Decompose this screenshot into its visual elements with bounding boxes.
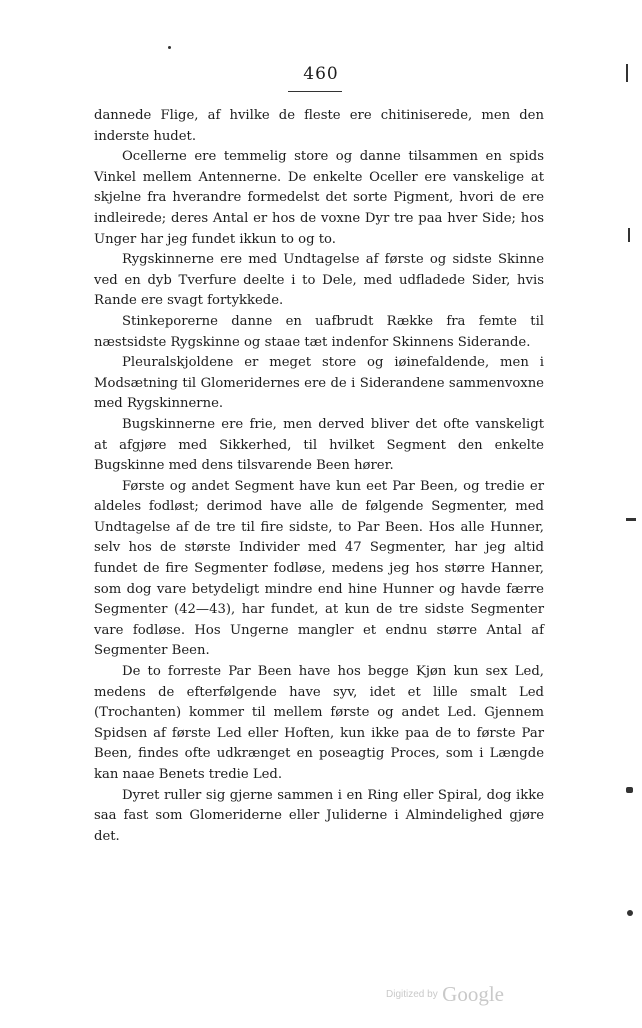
page-number: 460 [303, 64, 339, 84]
digitized-by-google-watermark [386, 982, 504, 1007]
body-text [94, 106, 544, 847]
ink-speck [168, 46, 171, 49]
edge-mark [628, 228, 630, 242]
paragraph: Stinkeporerne danne en uafbrudt Række fra femte til næstsidste Rygskinne og staae tæt indenfor Skinnens Siderande. [94, 313, 544, 350]
paragraph: Bugskinnerne ere frie, men derved bliver det ofte vanskeligt at afgjøre med Sikkerhed, til hvilket Segment den enkelte Bugskinne med dens tilsvarende Been hører. [94, 416, 544, 474]
page-number-rule [288, 91, 342, 92]
paragraph: Dyret ruller sig gjerne sammen i en Ring eller Spiral, dog ikke saa fast som Glomeriderne eller Juliderne i Almindelighed gjøre det. [94, 787, 544, 844]
paragraph: Rygskinnerne ere med Undtagelse af første og sidste Skinne ved en dyb Tverfure deelte i to Dele, med udfladede Sider, hvis Rande ere svagt fortykkede. [94, 252, 544, 309]
paragraph: dannede Flige, af hvilke de fleste ere chitiniserede, men den inderste hudet. [94, 108, 544, 144]
edge-mark [626, 518, 636, 521]
edge-mark [627, 910, 633, 916]
paragraph: Pleuralskjoldene er meget store og iøinefaldende, men i Modsætning til Glomeridernes ere de i Siderandene sammenvoxne med Rygskinnerne. [94, 355, 544, 412]
google-logo: Google [442, 982, 504, 1006]
paragraph: De to forreste Par Been have hos begge Kjøn kun sex Led, medens de efterfølgende have syv, idet et lille smalt Led (Trochanten) kommer til mellem første og andet Led. Gjennem Spidsen af første Led eller Hoften, kun ikke paa de to første Par Been, findes ofte udkrænget en poseagtig Proces, som i Længde kan naae Benets tredie Led. [94, 664, 544, 782]
edge-mark [626, 787, 633, 793]
paragraph: Ocellerne ere temmelig store og danne tilsammen en spids Vinkel mellem Antennerne. De enkelte Oceller ere vanskelige at skjelne fra hverandre formedelst det sorte Pigment, hvori de ere indleirede; deres Antal er hos de voxne Dyr tre paa hver Side; hos Unger har jeg fundet ikkun to og to. [94, 149, 544, 247]
watermark-prefix: Digitized by [386, 989, 438, 1000]
paragraph: Første og andet Segment have kun eet Par Been, og tredie er aldeles fodløst; derimod have alle de følgende Segmenter, med Undtagelse af de tre til fire sidste, to Par Been. Hos alle Hunner, selv hos de største Individer med 47 Segmenter, har jeg altid fundet de fire Segmenter fodløse, medens jeg hos større Hanner, som dog vare betydeligt mindre end hine Hunner og havde færre Segmenter (42—43), har fundet, at kun de tre sidste Segmenter vare fodløse. Hos Ungerne mangler et endnu større Antal af Segmenter Been. [94, 478, 544, 659]
